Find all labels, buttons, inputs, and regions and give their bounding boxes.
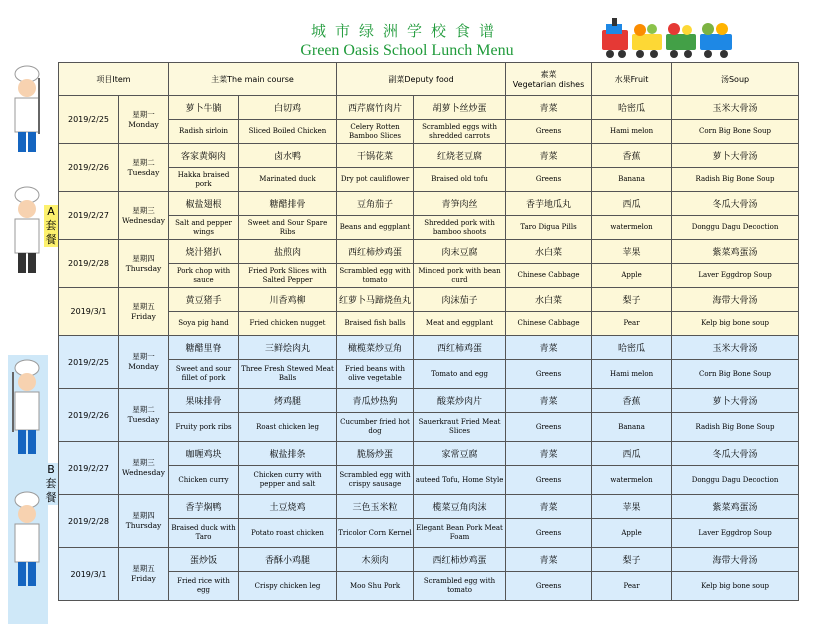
chef-illustration — [10, 185, 44, 275]
dish-name-english: Laver Eggdrop Soup — [672, 264, 799, 288]
dish-name-english: Tomato and egg — [414, 360, 506, 389]
chef-illustration — [10, 64, 44, 154]
dish-name-english: Moo Shu Pork — [337, 572, 414, 601]
dish-name-english: Pear — [592, 572, 672, 601]
dish-name-english: Pear — [592, 312, 672, 336]
dish-name-english: Donggu Dagu Decoction — [672, 466, 799, 495]
dish-name-english: Corn Big Bone Soup — [672, 120, 799, 144]
menu-row-chinese — [59, 192, 799, 216]
dish-name-english: Scrambled egg with tomato — [337, 264, 414, 288]
dish-name-english: Scrambled egg with crispy sausage — [337, 466, 414, 495]
dish-name-chinese: 豆角茄子 — [337, 192, 414, 216]
weekday-cell: 星期四 Thursday — [119, 495, 169, 548]
menu-row-english — [59, 264, 799, 288]
dish-name-english: Greens — [506, 168, 592, 192]
dish-name-english: Laver Eggdrop Soup — [672, 519, 799, 548]
dish-name-chinese: 香芋地瓜丸 — [506, 192, 592, 216]
dish-name-english: Kelp big bone soup — [672, 312, 799, 336]
dish-name-english: Dry pot cauliflower — [337, 168, 414, 192]
dish-name-chinese: 烤鸡腿 — [239, 389, 337, 413]
date-cell: 2019/2/27 — [59, 442, 119, 495]
date-cell: 2019/2/26 — [59, 144, 119, 192]
dish-name-english: Taro Digua Pills — [506, 216, 592, 240]
dish-name-chinese: 咖喱鸡块 — [169, 442, 239, 466]
header-deputy-food: 副菜Deputy food — [337, 63, 506, 96]
dish-name-chinese: 萝卜大骨汤 — [672, 144, 799, 168]
dish-name-chinese: 家常豆腐 — [414, 442, 506, 466]
dish-name-english: Banana — [592, 413, 672, 442]
dish-name-english: watermelon — [592, 466, 672, 495]
dish-name-chinese: 梨子 — [592, 288, 672, 312]
menu-row-chinese — [59, 495, 799, 519]
menu-row-chinese — [59, 144, 799, 168]
dish-name-chinese: 海带大骨汤 — [672, 548, 799, 572]
dish-name-chinese: 萝卜牛腩 — [169, 96, 239, 120]
title-english: Green Oasis School Lunch Menu — [300, 42, 514, 59]
weekday-cell: 星期五 Friday — [119, 548, 169, 601]
chef-illustration — [10, 358, 44, 458]
dish-name-chinese: 肉末豆腐 — [414, 240, 506, 264]
header-main-course: 主菜The main course — [169, 63, 337, 96]
dish-name-chinese: 苹果 — [592, 240, 672, 264]
set-a-label: A 套 餐 — [45, 205, 57, 246]
dish-name-chinese: 糖醋里脊 — [169, 336, 239, 360]
dish-name-english: Braised fish balls — [337, 312, 414, 336]
dish-name-english: Cucumber fried hot dog — [337, 413, 414, 442]
dish-name-chinese: 土豆烧鸡 — [239, 495, 337, 519]
menu-row-chinese — [59, 96, 799, 120]
dish-name-chinese: 川香鸡柳 — [239, 288, 337, 312]
dish-name-chinese: 西红柿鸡蛋 — [414, 336, 506, 360]
dish-name-chinese: 蛋炒饭 — [169, 548, 239, 572]
chef-illustration — [10, 490, 44, 590]
dish-name-chinese: 西瓜 — [592, 442, 672, 466]
date-cell: 2019/3/1 — [59, 548, 119, 601]
header-vegetarian: 素菜 Vegetarian dishes — [506, 63, 592, 96]
dish-name-chinese: 青菜 — [506, 389, 592, 413]
dish-name-chinese: 西芹腐竹肉片 — [337, 96, 414, 120]
menu-row-chinese — [59, 240, 799, 264]
dish-name-english: Sweet and sour fillet of pork — [169, 360, 239, 389]
weekday-cell: 星期五 Friday — [119, 288, 169, 336]
dish-name-english: Fried beans with olive vegetable — [337, 360, 414, 389]
dish-name-chinese: 木须肉 — [337, 548, 414, 572]
dish-name-chinese: 西红柿炒鸡蛋 — [414, 548, 506, 572]
dish-name-chinese: 白切鸡 — [239, 96, 337, 120]
menu-row-english — [59, 360, 799, 389]
dish-name-english: Tricolor Corn Kernel — [337, 519, 414, 548]
date-cell: 2019/2/28 — [59, 495, 119, 548]
dish-name-chinese: 哈密瓜 — [592, 96, 672, 120]
dish-name-chinese: 青瓜炒热狗 — [337, 389, 414, 413]
dish-name-chinese: 干锅花菜 — [337, 144, 414, 168]
date-cell: 2019/2/27 — [59, 192, 119, 240]
dish-name-english: Greens — [506, 466, 592, 495]
dish-name-chinese: 水白菜 — [506, 288, 592, 312]
dish-name-chinese: 苹果 — [592, 495, 672, 519]
menu-row-chinese — [59, 442, 799, 466]
weekday-cell: 星期三 Wednesday — [119, 192, 169, 240]
title-chinese: 城市绿洲学校食谱 — [310, 22, 503, 40]
dish-name-chinese: 椒盐翅根 — [169, 192, 239, 216]
dish-name-english: Radish sirloin — [169, 120, 239, 144]
dish-name-english: Fruity pork ribs — [169, 413, 239, 442]
dish-name-english: Chinese Cabbage — [506, 312, 592, 336]
dish-name-english: Chinese Cabbage — [506, 264, 592, 288]
menu-row-chinese — [59, 548, 799, 572]
dish-name-english: Greens — [506, 120, 592, 144]
dish-name-english: Meat and eggplant — [414, 312, 506, 336]
dish-name-english: Greens — [506, 519, 592, 548]
dish-name-english: Shredded pork with bamboo shoots — [414, 216, 506, 240]
menu-row-chinese — [59, 288, 799, 312]
dish-name-english: Radish Big Bone Soup — [672, 413, 799, 442]
dish-name-english: Greens — [506, 572, 592, 601]
weekday-cell: 星期四 Thursday — [119, 240, 169, 288]
menu-row-chinese — [59, 336, 799, 360]
weekday-cell: 星期三 Wednesday — [119, 442, 169, 495]
dish-name-chinese: 青菜 — [506, 495, 592, 519]
dish-name-english: Minced pork with bean curd — [414, 264, 506, 288]
dish-name-chinese: 梨子 — [592, 548, 672, 572]
dish-name-english: Potato roast chicken — [239, 519, 337, 548]
dish-name-english: Apple — [592, 519, 672, 548]
dish-name-english: Hakka braised pork — [169, 168, 239, 192]
dish-name-english: Greens — [506, 413, 592, 442]
dish-name-chinese: 玉米大骨汤 — [672, 336, 799, 360]
dish-name-chinese: 青菜 — [506, 96, 592, 120]
weekday-cell: 星期一 Monday — [119, 336, 169, 389]
dish-name-chinese: 客家黄焖肉 — [169, 144, 239, 168]
dish-name-english: Sweet and Sour Spare Ribs — [239, 216, 337, 240]
dish-name-english: Banana — [592, 168, 672, 192]
dish-name-chinese: 青菜 — [506, 144, 592, 168]
date-cell: 2019/2/25 — [59, 96, 119, 144]
weekday-cell: 星期一 Monday — [119, 96, 169, 144]
dish-name-chinese: 香芋焖鸭 — [169, 495, 239, 519]
dish-name-chinese: 烧汁猪扒 — [169, 240, 239, 264]
set-b-label: B 套 餐 — [45, 463, 57, 504]
dish-name-chinese: 冬瓜大骨汤 — [672, 192, 799, 216]
menu-row-english — [59, 216, 799, 240]
dish-name-chinese: 胡萝卜丝炒蛋 — [414, 96, 506, 120]
dish-name-english: Sauerkraut Fried Meat Slices — [414, 413, 506, 442]
dish-name-chinese: 脆肠炒蛋 — [337, 442, 414, 466]
dish-name-english: Marinated duck — [239, 168, 337, 192]
vegetable-train-illustration — [600, 16, 740, 62]
dish-name-chinese: 青菜 — [506, 548, 592, 572]
dish-name-chinese: 酸菜炒肉片 — [414, 389, 506, 413]
menu-row-english — [59, 120, 799, 144]
dish-name-english: Donggu Dagu Decoction — [672, 216, 799, 240]
menu-row-english — [59, 168, 799, 192]
dish-name-english: auteed Tofu, Home Style — [414, 466, 506, 495]
dish-name-english: Scrambled eggs with shredded carrots — [414, 120, 506, 144]
dish-name-chinese: 盐煎肉 — [239, 240, 337, 264]
dish-name-english: Crispy chicken leg — [239, 572, 337, 601]
dish-name-english: Scrambled egg with tomato — [414, 572, 506, 601]
header-item: 项目Item — [59, 63, 169, 96]
dish-name-english: Fried Pork Slices with Salted Pepper — [239, 264, 337, 288]
dish-name-chinese: 橄榄菜炒豆角 — [337, 336, 414, 360]
dish-name-chinese: 卤水鸭 — [239, 144, 337, 168]
dish-name-chinese: 青笋肉丝 — [414, 192, 506, 216]
dish-name-chinese: 香蕉 — [592, 144, 672, 168]
dish-name-english: Hami melon — [592, 360, 672, 389]
menu-row-english — [59, 413, 799, 442]
dish-name-english: Radish Big Bone Soup — [672, 168, 799, 192]
dish-name-english: Kelp big bone soup — [672, 572, 799, 601]
dish-name-chinese: 西红柿炒鸡蛋 — [337, 240, 414, 264]
dish-name-english: Chicken curry with pepper and salt — [239, 466, 337, 495]
dish-name-english: Roast chicken leg — [239, 413, 337, 442]
dish-name-chinese: 三鲜烩肉丸 — [239, 336, 337, 360]
menu-row-english — [59, 572, 799, 601]
header-soup: 汤Soup — [672, 63, 799, 96]
dish-name-chinese: 海带大骨汤 — [672, 288, 799, 312]
dish-name-chinese: 红烧老豆腐 — [414, 144, 506, 168]
dish-name-english: Three Fresh Stewed Meat Balls — [239, 360, 337, 389]
menu-row-english — [59, 519, 799, 548]
dish-name-english: Greens — [506, 360, 592, 389]
dish-name-chinese: 紫菜鸡蛋汤 — [672, 240, 799, 264]
dish-name-chinese: 香蕉 — [592, 389, 672, 413]
dish-name-chinese: 哈密瓜 — [592, 336, 672, 360]
dish-name-chinese: 西瓜 — [592, 192, 672, 216]
dish-name-chinese: 水白菜 — [506, 240, 592, 264]
dish-name-chinese: 萝卜大骨汤 — [672, 389, 799, 413]
dish-name-english: Hami melon — [592, 120, 672, 144]
header-fruit: 水果Fruit — [592, 63, 672, 96]
weekday-cell: 星期二 Tuesday — [119, 144, 169, 192]
weekday-cell: 星期二 Tuesday — [119, 389, 169, 442]
dish-name-english: Braised old tofu — [414, 168, 506, 192]
dish-name-english: watermelon — [592, 216, 672, 240]
menu-row-chinese — [59, 389, 799, 413]
table-header-row — [59, 63, 799, 96]
dish-name-english: Elegant Bean Pork Meat Foam — [414, 519, 506, 548]
dish-name-english: Salt and pepper wings — [169, 216, 239, 240]
menu-row-english — [59, 466, 799, 495]
dish-name-english: Apple — [592, 264, 672, 288]
dish-name-english: Soya pig hand — [169, 312, 239, 336]
dish-name-chinese: 榄菜豆角肉沫 — [414, 495, 506, 519]
date-cell: 2019/2/25 — [59, 336, 119, 389]
dish-name-english: Sliced Boiled Chicken — [239, 120, 337, 144]
dish-name-english: Pork chop with sauce — [169, 264, 239, 288]
lunch-menu-table — [58, 62, 799, 601]
dish-name-chinese: 肉沫茄子 — [414, 288, 506, 312]
dish-name-chinese: 冬瓜大骨汤 — [672, 442, 799, 466]
dish-name-chinese: 糖醋排骨 — [239, 192, 337, 216]
dish-name-chinese: 青菜 — [506, 336, 592, 360]
dish-name-chinese: 三色玉米粒 — [337, 495, 414, 519]
dish-name-english: Fried chicken nugget — [239, 312, 337, 336]
date-cell: 2019/3/1 — [59, 288, 119, 336]
date-cell: 2019/2/28 — [59, 240, 119, 288]
dish-name-chinese: 红萝卜马蹄烧鱼丸 — [337, 288, 414, 312]
dish-name-chinese: 椒盐排条 — [239, 442, 337, 466]
dish-name-chinese: 紫菜鸡蛋汤 — [672, 495, 799, 519]
dish-name-english: Braised duck with Taro — [169, 519, 239, 548]
dish-name-chinese: 青菜 — [506, 442, 592, 466]
dish-name-chinese: 香酥小鸡腿 — [239, 548, 337, 572]
dish-name-chinese: 黄豆猪手 — [169, 288, 239, 312]
dish-name-english: Corn Big Bone Soup — [672, 360, 799, 389]
dish-name-english: Beans and eggplant — [337, 216, 414, 240]
dish-name-chinese: 果味排骨 — [169, 389, 239, 413]
menu-row-english — [59, 312, 799, 336]
dish-name-english: Celery Rotten Bamboo Slices — [337, 120, 414, 144]
date-cell: 2019/2/26 — [59, 389, 119, 442]
dish-name-english: Fried rice with egg — [169, 572, 239, 601]
dish-name-chinese: 玉米大骨汤 — [672, 96, 799, 120]
dish-name-english: Chicken curry — [169, 466, 239, 495]
